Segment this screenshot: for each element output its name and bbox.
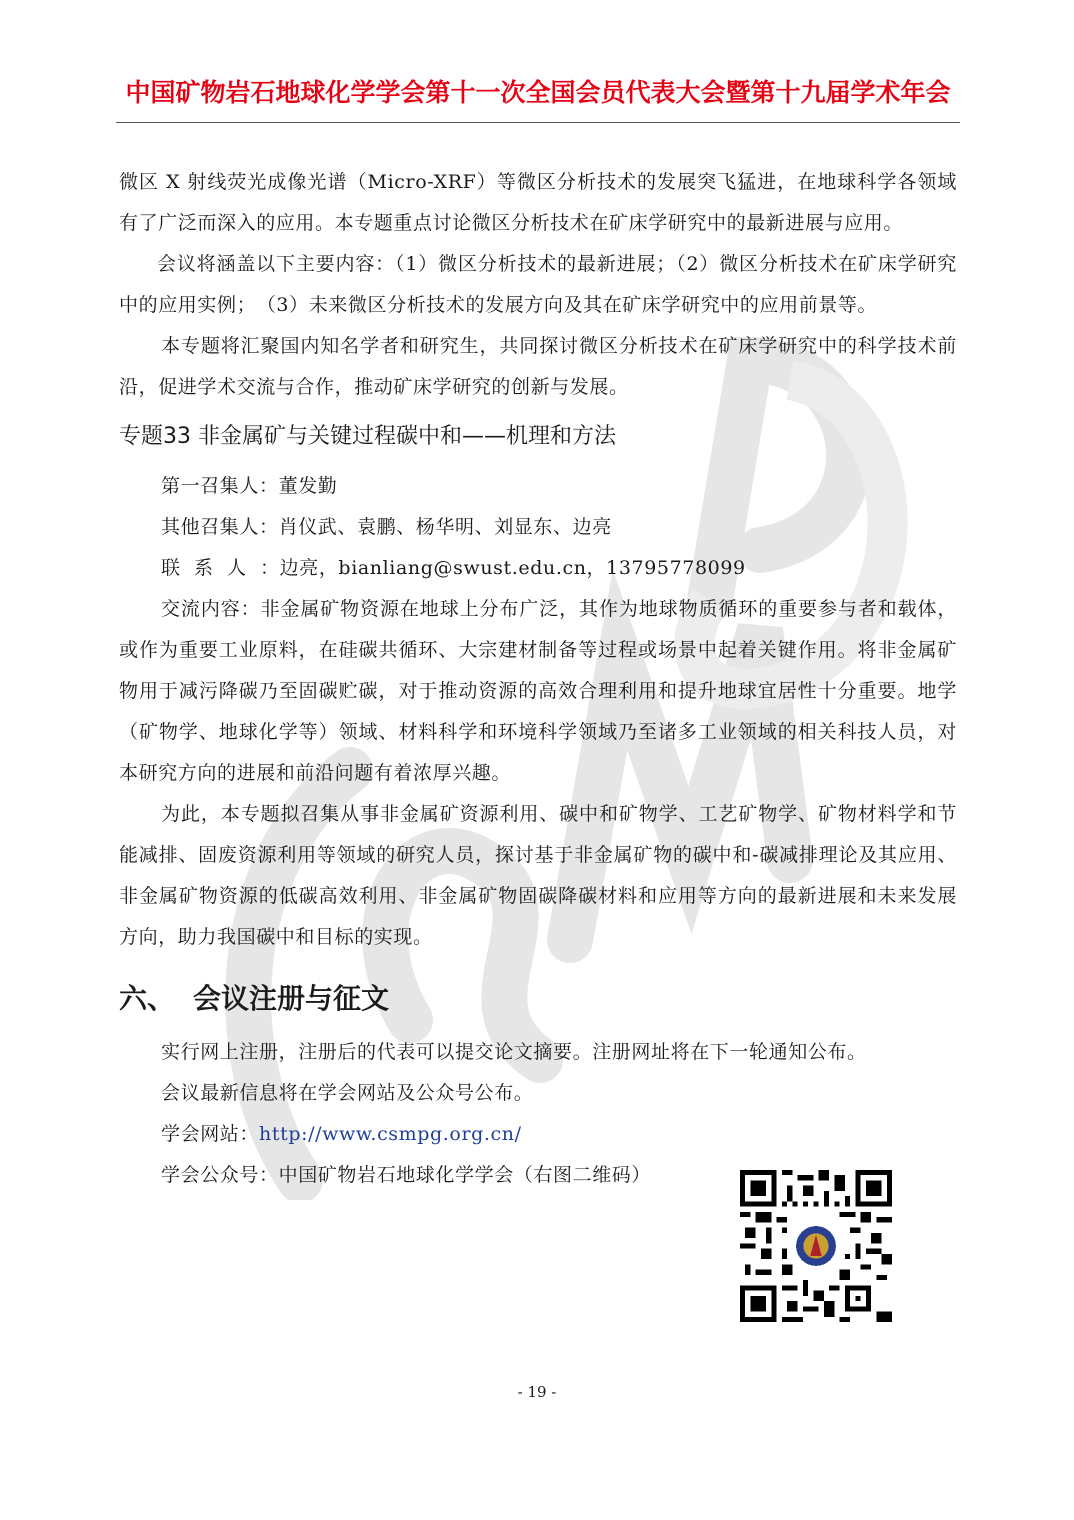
other-conveners-value: 肖仪武、袁鹏、杨华明、刘显东、边亮 [278,516,612,538]
section-6-heading [119,966,957,1032]
first-convener-value: 董发勤 [278,475,338,497]
contact-value: 边亮，bianliang@swust.edu.cn，13795778099 [279,557,746,579]
registration-line: 实行网上注册，注册后的代表可以提交论文摘要。注册网址将在下一轮通知公布。 [161,1041,867,1063]
page-header: 中国矿物岩石地球化学学会第十一次全国会员代表大会暨第十九届学术年会 [125,78,951,107]
section-6-number: 六、 [119,982,176,1015]
qr-code-icon [740,1170,892,1322]
contact-line: 联系人：边亮，bianliang@swust.edu.cn，13795778099 [161,548,957,589]
intro-paragraph-3: 本专题将汇聚国内知名学者和研究生，共同探讨微区分析技术在矿床学研究中的科学技术前沿，促进学术交流与合作，推动矿床学研究的创新与发展。 [119,335,957,398]
first-convener-line [161,466,957,507]
website-label: 学会网站： [161,1123,260,1145]
section-6-title: 会议注册与征文 [193,982,390,1015]
website-link[interactable]: http://www.csmpg.org.cn/ [259,1123,522,1145]
main-content [119,162,957,1196]
intro-paragraph-2: 会议将涵盖以下主要内容：（1）微区分析技术的最新进展；（2）微区分析技术在矿床学研究中的应用实例； （3）未来微区分析技术的发展方向及其在矿床学研究中的应用前景等。 [119,253,957,316]
wechat-label: 学会公众号： [161,1164,279,1186]
info-line: 会议最新信息将在学会网站及公众号公布。 [161,1082,534,1104]
other-conveners-label: 其他召集人： [161,516,279,538]
other-conveners-line [161,507,957,548]
page-number: - 19 - [517,1383,557,1401]
wechat-value: 中国矿物岩石地球化学学会（右图二维码） [278,1164,652,1186]
topic-33-title: 专题33 非金属矿与关键过程碳中和——机理和方法 [119,424,616,449]
website-line [161,1114,957,1155]
topic-33-paragraph-2: 为此，本专题拟召集从事非金属矿资源利用、碳中和矿物学、工艺矿物学、矿物材料学和节能减排、固废资源利用等领域的研究人员，探讨基于非金属矿物的碳中和-碳减排理论及其应用、非金属矿物资源的低碳高效利用、非金属矿物固碳降碳材料和应用等方向的最新进展和未来发展方向，助力我国碳中和目标的实现。 [119,803,957,948]
first-convener-label: 第一召集人： [161,475,279,497]
header-divider [116,122,960,123]
contact-label: 联系人 [161,557,261,579]
topic-33-paragraph-1: 交流内容：非金属矿物资源在地球上分布广泛，其作为地球物质循环的重要参与者和载体，或作为重要工业原料，在硅碳共循环、大宗建材制备等过程或场景中起着关键作用。将非金属矿物用于减污降碳乃至固碳贮碳，对于推动资源的高效合理利用和提升地球宜居性十分重要。地学（矿物学、地球化学等）领域、材料科学和环境科学领域乃至诸多工业领域的相关科技人员，对本研究方向的进展和前沿问题有着浓厚兴趣。 [119,598,957,784]
intro-paragraph-1: 微区 X 射线荧光成像光谱（Micro-XRF）等微区分析技术的发展突飞猛进，在地球科学各领域有了广泛而深入的应用。本专题重点讨论微区分析技术在矿床学研究中的最新进展与应用。 [119,171,957,234]
